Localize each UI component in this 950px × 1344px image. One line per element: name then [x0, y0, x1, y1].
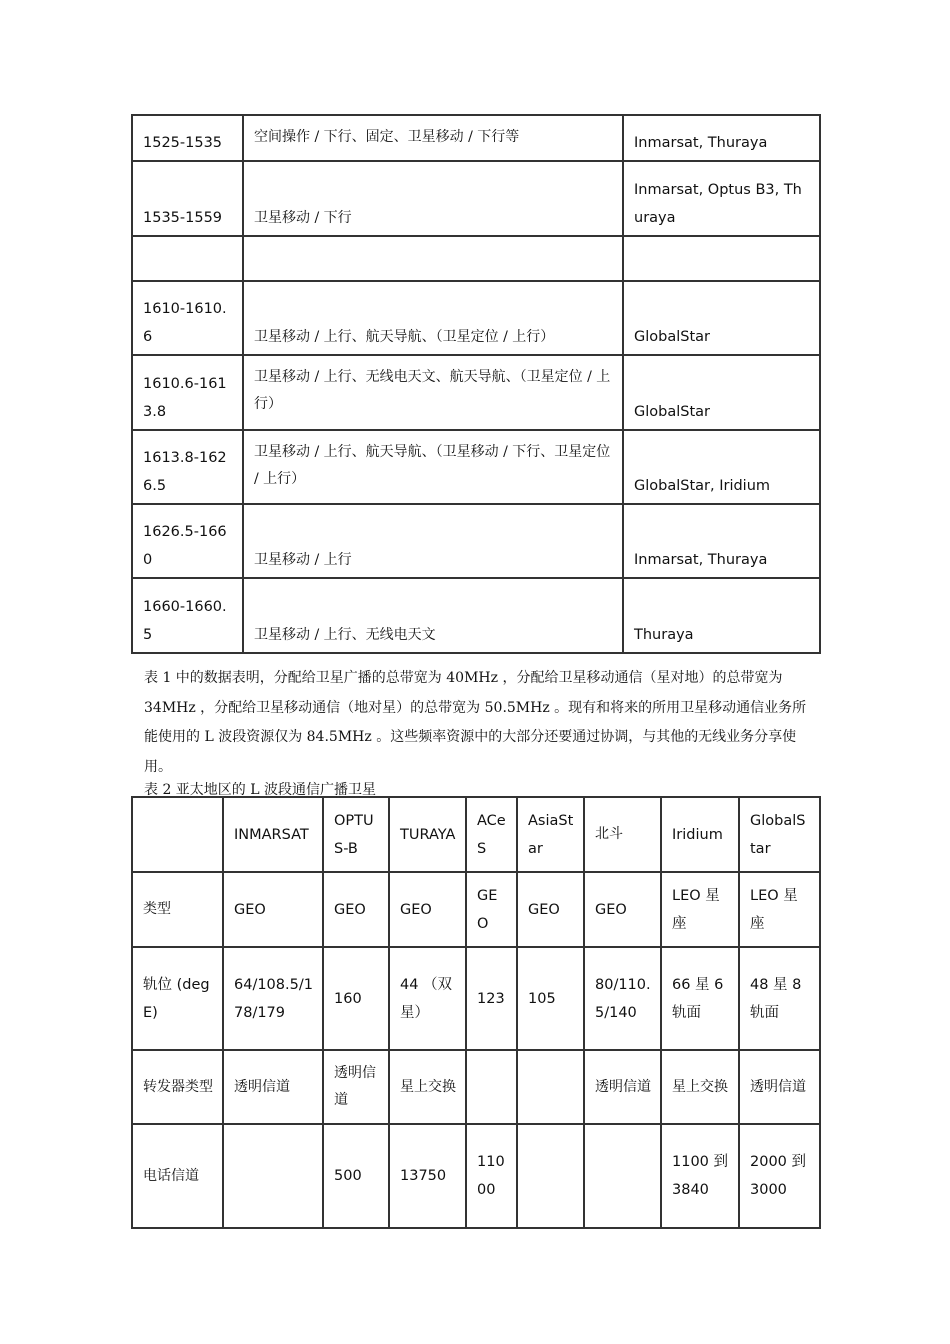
system-cell: Inmarsat, Thuraya	[623, 504, 820, 578]
band-cell: 1626.5-1660	[132, 504, 243, 578]
header-cell: TURAYA	[389, 797, 466, 872]
band-cell: 1535-1559	[132, 161, 243, 236]
table-row	[132, 872, 820, 947]
band-cell: 1613.8-1626.5	[132, 430, 243, 504]
service-cell: 空间操作 / 下行、固定、卫星移动 / 下行等	[243, 115, 623, 161]
row-label: 转发器类型	[132, 1050, 223, 1124]
header-cell: INMARSAT	[223, 797, 323, 872]
frequency-allocation-table	[131, 114, 821, 654]
table-row	[132, 115, 820, 161]
table-row	[132, 504, 820, 578]
table-cell: 1100 到 3840	[661, 1124, 739, 1228]
table2-caption: 表 2 亚太地区的 L 波段通信广播卫星	[144, 782, 377, 798]
table-cell	[584, 1124, 661, 1228]
band-cell: 1610-1610.6	[132, 281, 243, 355]
row-label: 电话信道	[132, 1124, 223, 1228]
row-label: 类型	[132, 872, 223, 947]
system-cell: GlobalStar	[623, 281, 820, 355]
system-cell	[623, 236, 820, 281]
table-cell: GEO	[517, 872, 584, 947]
table-row	[132, 161, 820, 236]
table-row	[132, 281, 820, 355]
table-cell: 透明信道	[223, 1050, 323, 1124]
table-row	[132, 430, 820, 504]
table-row	[132, 947, 820, 1050]
table-cell: 105	[517, 947, 584, 1050]
table-cell: 66 星 6 轨面	[661, 947, 739, 1050]
row-label: 轨位 (deg E)	[132, 947, 223, 1050]
table-cell: GEO	[466, 872, 517, 947]
table-cell: LEO 星座	[739, 872, 820, 947]
band-cell: 1660-1660.5	[132, 578, 243, 653]
system-cell: Thuraya	[623, 578, 820, 653]
service-cell: 卫星移动 / 上行、航天导航、（卫星移动 / 下行、卫星定位 / 上行）	[243, 430, 623, 504]
table-cell: LEO 星座	[661, 872, 739, 947]
table-row	[132, 1124, 820, 1228]
band-cell: 1610.6-1613.8	[132, 355, 243, 430]
band-cell	[132, 236, 243, 281]
header-cell	[132, 797, 223, 872]
table-cell: 160	[323, 947, 389, 1050]
service-cell	[243, 236, 623, 281]
table-cell: 11000	[466, 1124, 517, 1228]
service-cell: 卫星移动 / 上行	[243, 504, 623, 578]
table-cell: 500	[323, 1124, 389, 1228]
table-header-row	[132, 797, 820, 872]
service-cell: 卫星移动 / 上行、无线电天文、航天导航、（卫星定位 / 上行）	[243, 355, 623, 430]
body-paragraph: 表 1 中的数据表明，分配给卫星广播的总带宽为 40MHz ，分配给卫星移动通信（星对地）的总带宽为 34MHz ，分配给卫星移动通信（地对星）的总带宽为 50.5MHz 。现有和将来的所用卫星移动通信业务所能使用的 L 波段资源仅为 84.5MHz 。这些频率资源中的大部分还要通过协调，与其他的无线业务分享使用。	[144, 670, 807, 775]
table-cell: GEO	[223, 872, 323, 947]
table-row	[132, 1050, 820, 1124]
table-cell: 星上交换	[661, 1050, 739, 1124]
system-cell: Inmarsat, Thuraya	[623, 115, 820, 161]
table-cell: 透明信道	[584, 1050, 661, 1124]
header-cell: AsiaStar	[517, 797, 584, 872]
band-cell: 1525-1535	[132, 115, 243, 161]
table-cell: 48 星 8 轨面	[739, 947, 820, 1050]
table-cell: 透明信道	[739, 1050, 820, 1124]
header-cell: GlobalStar	[739, 797, 820, 872]
table-cell	[517, 1124, 584, 1228]
table-cell: 2000 到 3000	[739, 1124, 820, 1228]
table-cell: 123	[466, 947, 517, 1050]
table-cell: 透明信道	[323, 1050, 389, 1124]
table-row	[132, 236, 820, 281]
satellite-table	[131, 796, 821, 1229]
service-cell: 卫星移动 / 上行、航天导航、（卫星定位 / 上行）	[243, 281, 623, 355]
header-cell: OPTUS-B	[323, 797, 389, 872]
table-cell	[223, 1124, 323, 1228]
system-cell: Inmarsat, Optus B3, Thuraya	[623, 161, 820, 236]
table-cell: 44 （双星）	[389, 947, 466, 1050]
service-cell: 卫星移动 / 上行、无线电天文	[243, 578, 623, 653]
system-cell: GlobalStar	[623, 355, 820, 430]
header-cell: ACeS	[466, 797, 517, 872]
table-cell: GEO	[584, 872, 661, 947]
table-cell	[466, 1050, 517, 1124]
table-row	[132, 578, 820, 653]
header-cell: 北斗	[584, 797, 661, 872]
table-cell: GEO	[323, 872, 389, 947]
table-cell	[517, 1050, 584, 1124]
table-cell: GEO	[389, 872, 466, 947]
table-cell: 64/108.5/178/179	[223, 947, 323, 1050]
system-cell: GlobalStar, Iridium	[623, 430, 820, 504]
table-cell: 星上交换	[389, 1050, 466, 1124]
table-cell: 13750	[389, 1124, 466, 1228]
table-row	[132, 355, 820, 430]
table-cell: 80/110.5/140	[584, 947, 661, 1050]
service-cell: 卫星移动 / 下行	[243, 161, 623, 236]
header-cell: Iridium	[661, 797, 739, 872]
